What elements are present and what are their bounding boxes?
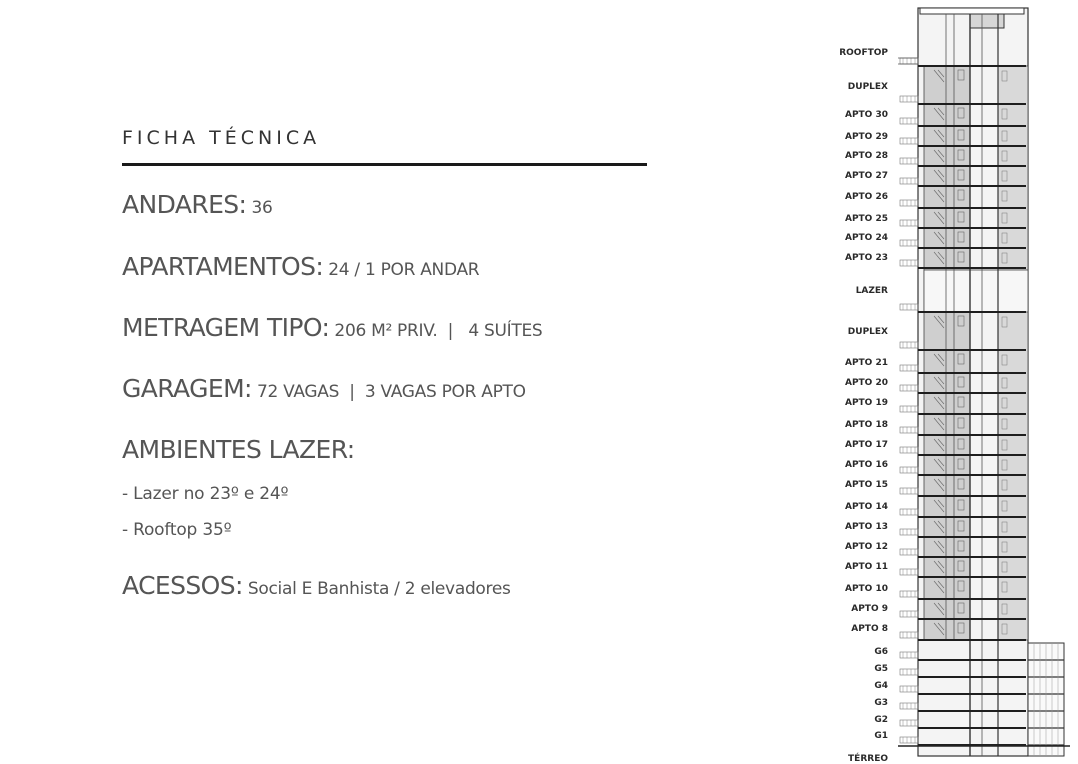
floor-label: APTO 24 [844,233,888,243]
title-divider [122,163,647,166]
lazer-item: - Lazer no 23º e 24º [122,484,289,504]
floor-label: APTO 23 [844,253,888,263]
roof-parapet [920,8,1024,14]
floor-label: APTO 26 [844,192,888,202]
floor-label: APTO 19 [844,398,888,408]
floor-label: ROOFTOP [839,48,888,58]
balcony-rail [900,200,918,206]
floor-label: APTO 28 [844,151,888,161]
floor-label: DUPLEX [847,327,888,337]
balcony-rail [900,703,918,709]
spec-garagem [122,374,526,403]
balcony-rail [900,669,918,675]
spec-label: METRAGEM TIPO: [122,313,330,342]
floor-label: APTO 11 [844,562,888,572]
balcony-rail [900,652,918,658]
balcony-rail [900,342,918,348]
balcony-rail [900,58,918,64]
floor-label: G6 [874,647,888,657]
spec-value: 24 / 1 POR ANDAR [328,260,480,280]
core-band [924,66,970,640]
balcony-rail [900,365,918,371]
balcony-rail [900,737,918,743]
floor-label: G2 [874,715,888,725]
floor-label: APTO 8 [851,624,888,634]
floor-label: TÉRREO [848,754,888,764]
floor-label: LAZER [855,286,888,296]
spec-metragem [122,313,542,342]
balcony-rail [900,158,918,164]
balcony-rail [900,529,918,535]
floor-label: APTO 20 [844,378,888,388]
spec-value: 72 VAGAS | 3 VAGAS POR APTO [256,382,526,402]
balcony-rail [900,385,918,391]
balcony-rail [900,509,918,515]
balcony-rail [900,118,918,124]
tower-section-svg [898,0,1070,764]
balcony-rail [900,138,918,144]
balcony-rail [900,686,918,692]
balcony-rail [900,260,918,266]
spec-value: Social E Banhista / 2 elevadores [247,579,511,599]
floor-label: APTO 12 [844,542,888,552]
floor-label: G5 [874,664,888,674]
floor-label: APTO 27 [844,171,888,181]
floor-label: APTO 29 [844,132,888,142]
balcony-rail [900,632,918,638]
floor-label: G4 [874,681,888,691]
balcony-rail [900,220,918,226]
spec-acessos [122,571,511,600]
lazer-item: - Rooftop 35º [122,520,232,540]
balcony-rail [900,447,918,453]
balcony-rail [900,569,918,575]
floor-label: APTO 16 [844,460,888,470]
floor-label: APTO 17 [844,440,888,450]
balcony-rail [900,96,918,102]
spec-label: AMBIENTES LAZER: [122,435,355,464]
floor-label: G1 [874,731,888,741]
balcony-rail [900,591,918,597]
floor-label: APTO 9 [851,604,888,614]
ficha-title: FICHA TÉCNICA [122,127,321,149]
floor-label: APTO 30 [844,110,888,120]
facade-band [998,66,1028,640]
spec-label: ACESSOS: [122,571,243,600]
balcony-rail [900,304,918,310]
floor-label: G3 [874,698,888,708]
spec-apartamentos [122,252,479,281]
lazer-zone [924,270,1028,312]
spec-value: 36 [251,198,273,218]
floor-label: APTO 21 [844,358,888,368]
spec-label: GARAGEM: [122,374,252,403]
floor-label: APTO 15 [844,480,888,490]
spec-label: APARTAMENTOS: [122,252,324,281]
balcony-rail [900,406,918,412]
floor-label: DUPLEX [847,82,888,92]
spec-andares [122,190,273,219]
balcony-rail [900,611,918,617]
balcony-rail [900,178,918,184]
floor-label: APTO 13 [844,522,888,532]
roof-machine-room [970,14,1004,28]
balcony-rail [900,720,918,726]
spec-value: 206 M² PRIV. | 4 SUÍTES [334,321,543,341]
floor-label: APTO 25 [844,214,888,224]
floor-label: APTO 10 [844,584,888,594]
building-section-drawing [836,0,1078,764]
balcony-rail [900,549,918,555]
floor-label: APTO 18 [844,420,888,430]
balcony-rail [900,488,918,494]
spec-label: ANDARES: [122,190,247,219]
balcony-rail [900,467,918,473]
spec-ambientes-lazer [122,435,355,464]
floor-label: APTO 14 [844,502,888,512]
balcony-rail [900,240,918,246]
balcony-rail [900,427,918,433]
